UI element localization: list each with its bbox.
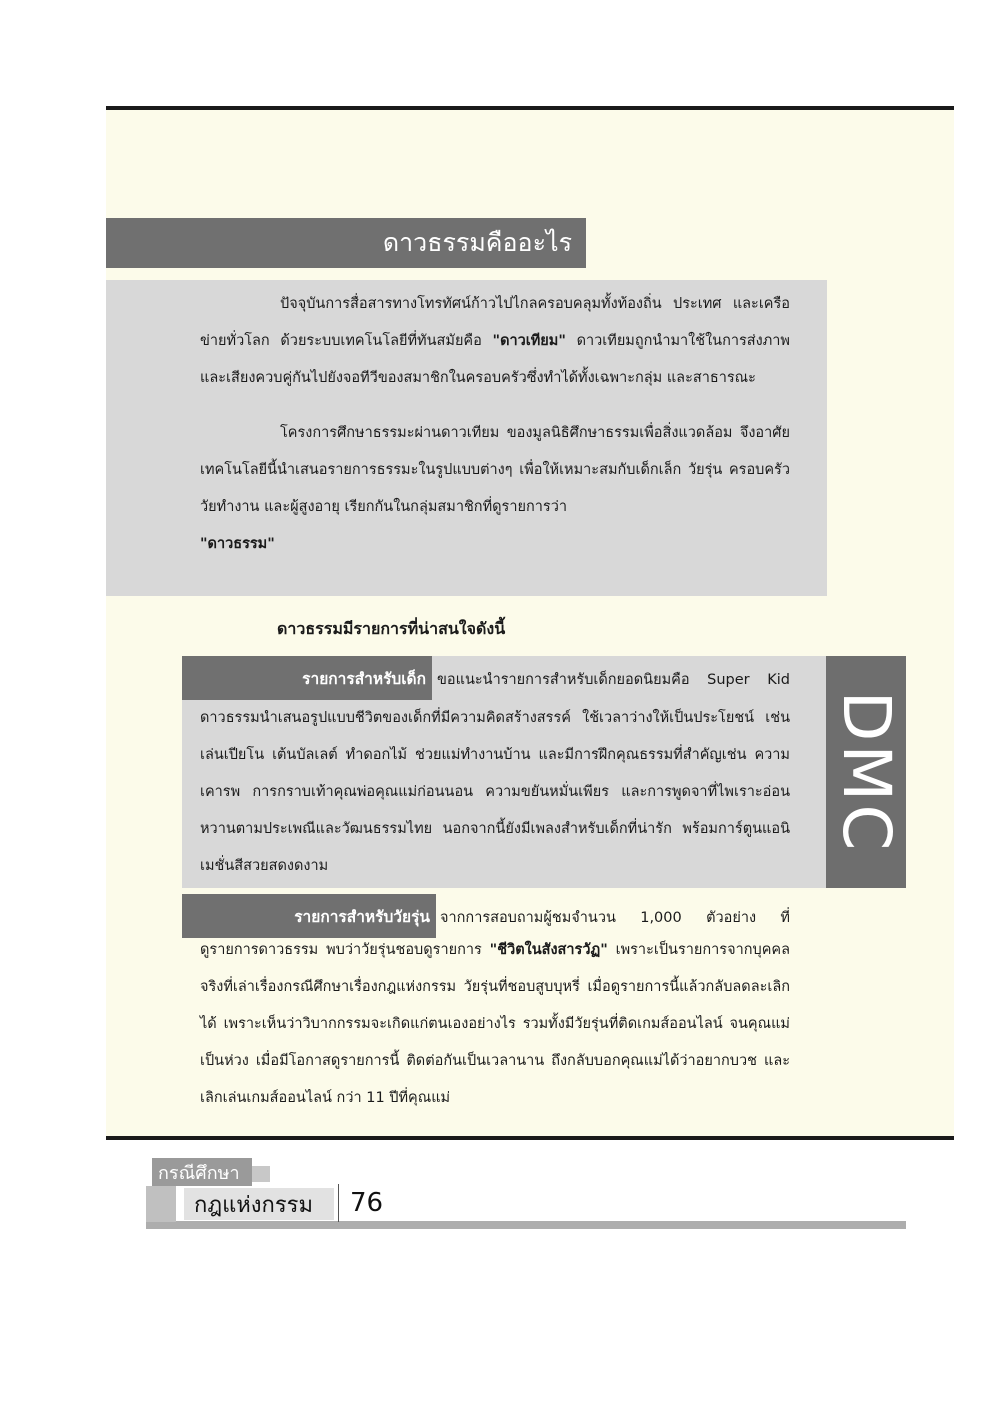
footer-case-study-label: [152, 1158, 252, 1186]
intro-paragraph-2: [200, 415, 790, 563]
kids-program-label-text: รายการสำหรับเด็ก: [302, 669, 426, 688]
kids-first-line: [437, 662, 790, 699]
teen-body-bold: "ชีวิตในสังสารวัฏ": [489, 942, 608, 958]
intro-paragraph-1: [200, 286, 790, 397]
teen-body-paragraph: [200, 932, 790, 1117]
dmc-logo-text: DMC: [828, 690, 905, 854]
section-title-text: ดาวธรรมคืออะไร: [382, 228, 572, 257]
intro-p1-text: ปัจจุบันการสื่อสารทางโทรทัศน์ก้าวไปไกลครอบคลุมทั้งท้องถิ่น ประเทศ และเครือข่ายทั่วโลก ด้วยระบบเทคโนโลยีที่ทันสมัยคือ: [200, 296, 790, 349]
footer-line: [146, 1221, 906, 1229]
intro-text: [200, 286, 790, 563]
page-number: 76: [350, 1188, 384, 1218]
footer-case-study-text: กรณีศึกษา: [158, 1162, 240, 1184]
kids-first-line-text: ขอแนะนำรายการสำหรับเด็กยอดนิยมคือ Super Kid: [437, 672, 790, 688]
intro-p2-text: โครงการศึกษาธรรมะผ่านดาวเทียม ของมูลนิธิศึกษาธรรมเพื่อสิ่งแวดล้อม จึงอาศัยเทคโนโลยีนี้นำเสนอรายการธรรมะในรูปแบบต่างๆ เพื่อให้เหมาะสมกับเด็กเล็ก วัยรุ่น ครอบครัว วัยทำงาน และผู้สูงอายุ เรียกกันในกลุ่มสมาชิกที่ดูรายการว่า: [200, 425, 790, 515]
kids-body: [200, 700, 790, 885]
dmc-side-tab: [826, 656, 906, 888]
footer-book-label: [184, 1188, 334, 1220]
intro-p2-bold: "ดาวธรรม": [200, 536, 275, 552]
teen-body: [200, 932, 790, 1117]
teen-first-line-text: จากการสอบถามผู้ชมจำนวน 1,000 ตัวอย่าง ที่: [440, 910, 790, 926]
teen-body-text-end: เพราะเป็นรายการจากบุคคลจริงที่เล่าเรื่องกรณีศึกษาเรื่องกฎแห่งกรรม วัยรุ่นที่ชอบสูบบุหรี่ เมื่อดูรายการนี้แล้วกลับลดละเลิกได้ เพราะเห็นว่าวิบากกรรมจะเกิดแก่ตนเองอย่างไร รวมทั้งมีวัยรุ่นที่ติดเกมส์ออนไลน์ จนคุณแม่เป็นห่วง เมื่อมีโอกาสดูรายการนี้ ติดต่อกันเป็นเวลานาน ถึงกลับบอกคุณแม่ได้ว่าอยากบวช และเลิกเล่นเกมส์ออนไลน์ กว่า 11 ปีที่คุณแม่: [200, 942, 790, 1106]
kids-program-label: [182, 656, 432, 700]
features-heading: ดาวธรรมมีรายการที่น่าสนใจดังนี้: [277, 619, 506, 638]
footer-book-text: กฎแห่งกรรม: [194, 1192, 313, 1218]
teen-body-text: ดูรายการดาวธรรม พบว่าวัยรุ่นชอบดูรายการ: [200, 942, 490, 958]
kids-body-text: ดาวธรรมนำเสนอรูปแบบชีวิตของเด็กที่มีความคิดสร้างสรรค์ ใช้เวลาว่างให้เป็นประโยชน์ เช่น เล่นเปียโน เต้นบัลเลต์ ทำดอกไม้ ช่วยแม่ทำงานบ้าน และมีการฝึกคุณธรรมที่สำคัญเช่น ความเคารพ การกราบเท้าคุณพ่อคุณแม่ก่อนนอน ความขยันหมั่นเพียร และการพูดจาที่ไพเราะอ่อนหวานตามประเพณีและวัฒนธรรมไทย นอกจากนี้ยังมีเพลงสำหรับเด็กที่น่ารัก พร้อมการ์ตูนแอนิเมชั่นสีสวยสดงดงาม: [200, 710, 790, 874]
section-title: [106, 218, 586, 268]
footer-small-block: [252, 1166, 270, 1182]
intro-p1-text-end: ดาวเทียมถูกนำมาใช้ในการส่งภาพและเสียงควบคู่กันไปยังจอทีวีของสมาชิกในครอบครัวซึ่งทำได้ทั้งเฉพาะกลุ่ม และสาธารณะ: [200, 333, 790, 386]
top-rule: [106, 106, 954, 110]
intro-p1-bold: "ดาวเทียม": [492, 333, 566, 349]
teen-program-label-text: รายการสำหรับวัยรุ่น: [294, 907, 430, 926]
footer-accent: [146, 1186, 176, 1222]
bottom-rule: [106, 1136, 954, 1140]
footer-divider: [338, 1184, 339, 1222]
